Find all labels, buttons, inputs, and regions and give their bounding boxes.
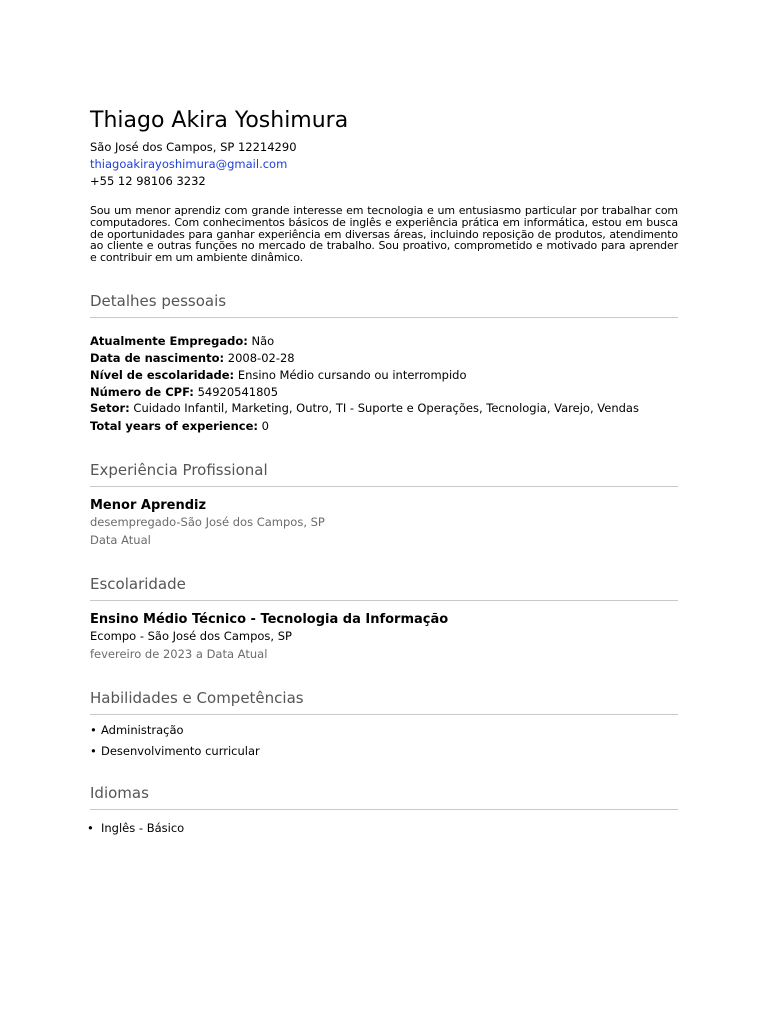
section-divider	[90, 600, 678, 601]
language-label: Inglês - Básico	[101, 821, 185, 835]
detail-row-employed	[90, 333, 274, 350]
detail-value: Cuidado Infantil, Marketing, Outro, TI - Suporte e Operações, Tecnologia, Varejo, Vendas	[133, 401, 639, 415]
section-divider	[90, 809, 678, 810]
job-company-location: desempregado-São José dos Campos, SP	[90, 515, 325, 529]
detail-row-sector	[90, 400, 639, 417]
detail-row-cpf	[90, 384, 278, 401]
job-title: Menor Aprendiz	[90, 498, 207, 513]
address: São José dos Campos, SP 12214290	[90, 140, 297, 154]
course-title: Ensino Médio Técnico - Tecnologia da Informação	[90, 612, 449, 627]
detail-label: Atualmente Empregado:	[90, 334, 248, 348]
language-item	[87, 820, 184, 837]
detail-label: Total years of experience:	[90, 419, 258, 433]
section-title-personal-details: Detalhes pessoais	[90, 292, 227, 310]
skill-item	[90, 743, 260, 760]
job-dates: Data Atual	[90, 533, 151, 547]
section-title-skills: Habilidades e Competências	[90, 689, 304, 707]
section-divider	[90, 317, 678, 318]
detail-value: 0	[261, 419, 269, 433]
detail-label: Número de CPF:	[90, 385, 194, 399]
detail-label: Setor:	[90, 401, 130, 415]
skill-label: Desenvolvimento curricular	[101, 744, 260, 758]
detail-value: Não	[251, 334, 275, 348]
skill-label: Administração	[101, 723, 184, 737]
bullet-icon: •	[90, 723, 97, 737]
email-link[interactable]: thiagoakirayoshimura@gmail.com	[90, 157, 288, 171]
bullet-icon: •	[87, 821, 94, 835]
phone-number: +55 12 98106 3232	[90, 174, 206, 188]
detail-value: 54920541805	[197, 385, 279, 399]
education-dates: fevereiro de 2023 a Data Atual	[90, 647, 268, 661]
school-location: Ecompo - São José dos Campos, SP	[90, 629, 292, 643]
bullet-icon: •	[90, 744, 97, 758]
detail-row-education-level	[90, 367, 467, 384]
section-title-education: Escolaridade	[90, 575, 186, 593]
detail-label: Nível de escolaridade:	[90, 368, 235, 382]
detail-value: Ensino Médio cursando ou interrompido	[237, 368, 467, 382]
profile-summary: Sou um menor aprendiz com grande interesse em tecnologia e um entusiasmo particular por trabalhar com computadores. Com conhecimentos básicos de inglês e experiência prática em informática, estou em busca de oportunidades para ganhar experiência em diversas áreas, incluindo reposição de produtos, atendimento ao cliente e outras funções no mercado de trabalho. Sou proativo, comprometido e motivado para aprender e contribuir em um ambiente dinâmico.	[90, 204, 678, 265]
section-divider	[90, 714, 678, 715]
detail-row-years-experience	[90, 418, 269, 435]
section-title-languages: Idiomas	[90, 784, 149, 802]
skill-item	[90, 722, 184, 739]
detail-row-birthdate	[90, 350, 295, 367]
section-title-experience: Experiência Profissional	[90, 461, 268, 479]
candidate-name: Thiago Akira Yoshimura	[90, 108, 349, 133]
detail-value: 2008-02-28	[227, 351, 295, 365]
section-divider	[90, 486, 678, 487]
detail-label: Data de nascimento:	[90, 351, 225, 365]
